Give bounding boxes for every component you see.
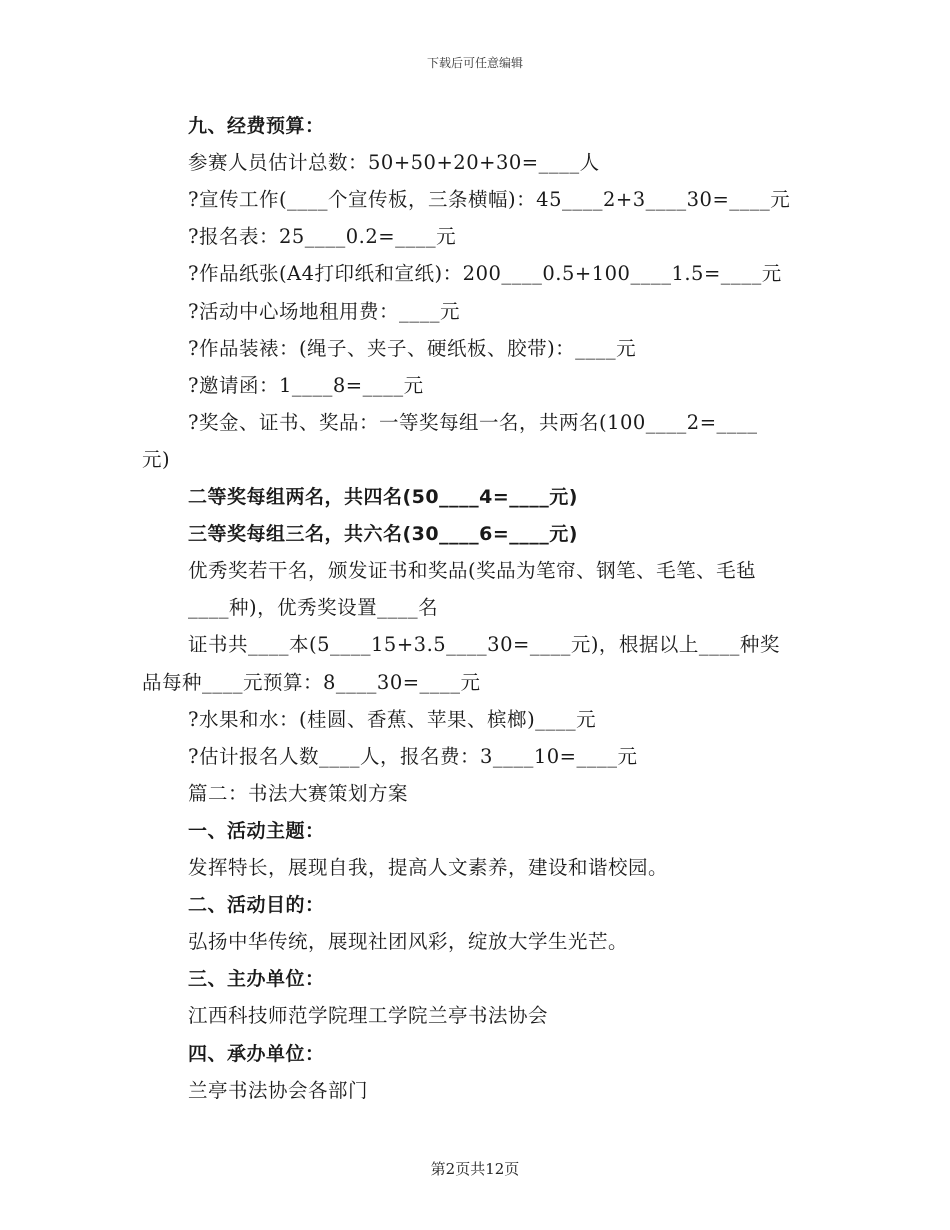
- text-line: 发挥特长，展现自我，提高人文素养，建设和谐校园。: [188, 856, 669, 879]
- heading: 四、承办单位：: [188, 1042, 325, 1065]
- text-line: ____种)，优秀奖设置____名: [188, 596, 439, 620]
- text-line: 九、经费预算：: [188, 115, 325, 137]
- text-line: 品每种____元预算：8____30=____元: [142, 670, 481, 694]
- heading: 二、活动目的：: [188, 894, 325, 917]
- text-line: 三等奖每组三名，共六名(30____6=____元): [188, 523, 578, 546]
- text-line: ?作品纸张(A4打印纸和宣纸)：200____0.5+100____1.5=____元: [188, 262, 782, 286]
- text-line: ?作品装裱：(绳子、夹子、硬纸板、胶带)：____元: [188, 336, 637, 360]
- text-line: 弘扬中华传统，展现社团风彩，绽放大学生光芒。: [188, 930, 629, 954]
- text-line: ?报名表：25____0.2=____元: [188, 225, 457, 249]
- heading: 一、活动主题：: [188, 819, 325, 842]
- page-footer: 第2页共12页: [430, 1160, 520, 1178]
- text-line: 元): [142, 447, 171, 471]
- text-line: 兰亭书法协会各部门: [188, 1078, 369, 1102]
- text-line: 证书共____本(5____15+3.5____30=____元)，根据以上____种奖: [188, 633, 780, 657]
- text-line: ?奖金、证书、奖品：一等奖每组一名，共两名(100____2=____: [188, 410, 758, 434]
- text-line: 参赛人员估计总数：50+50+20+30=____人: [188, 151, 600, 175]
- section-title: 篇二：书法大赛策划方案: [188, 781, 409, 805]
- text-line: ?估计报名人数____人，报名费：3____10=____元: [188, 744, 638, 768]
- text-line: ?水果和水：(桂圆、香蕉、苹果、槟榔)____元: [188, 707, 597, 731]
- text-line: 优秀奖若干名，颁发证书和奖品(奖品为笔帘、钢笔、毛笔、毛毡: [188, 559, 757, 583]
- text-line: 二等奖每组两名，共四名(50____4=____元): [188, 486, 578, 508]
- heading: 三、主办单位：: [188, 968, 325, 991]
- text-line: ?宣传工作(____个宣传板，三条横幅)：45____2+3____30=____元: [188, 188, 791, 212]
- text-line: ?邀请函：1____8=____元: [188, 373, 424, 397]
- text-line: ?活动中心场地租用费：____元: [188, 299, 460, 323]
- text-line: 江西科技师范学院理工学院兰亭书法协会: [188, 1004, 549, 1028]
- page-header: 下载后可任意编辑: [426, 56, 523, 70]
